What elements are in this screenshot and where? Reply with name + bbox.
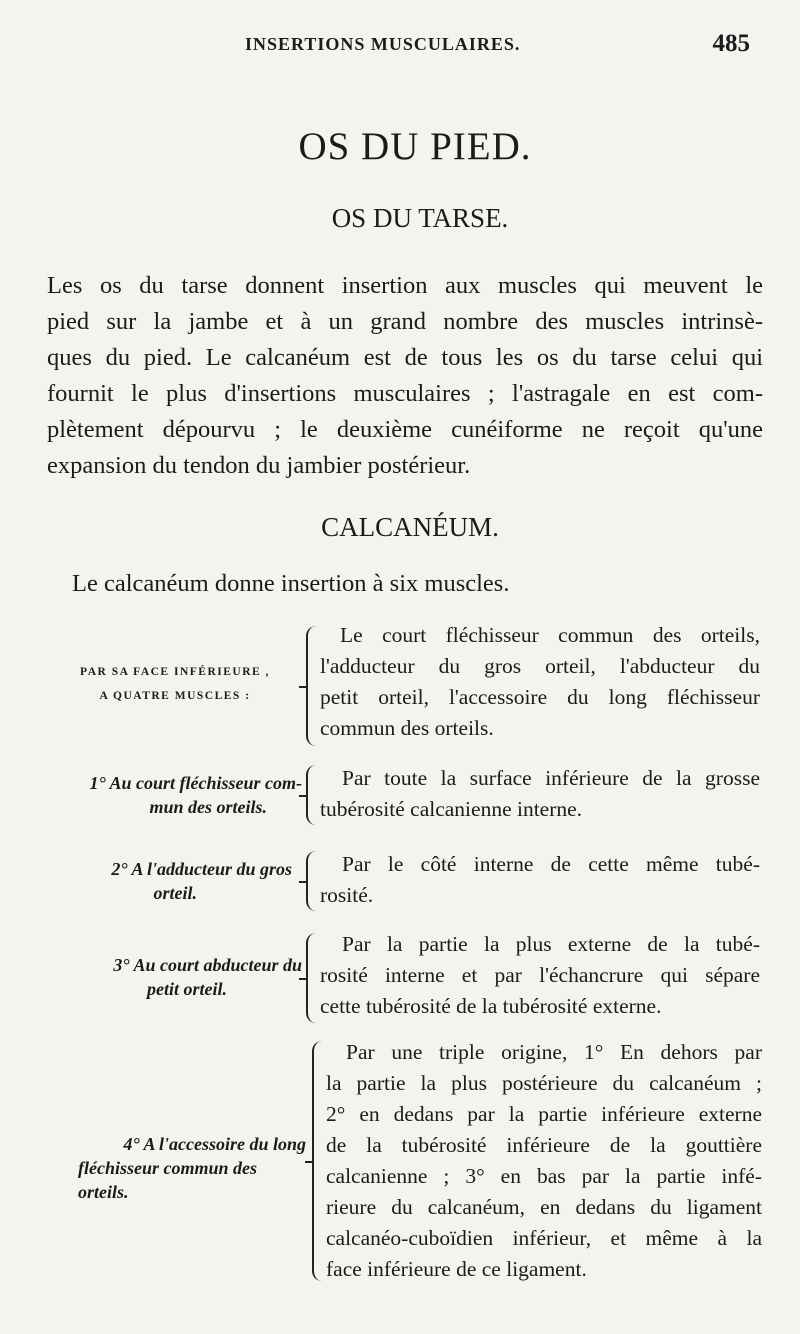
entry-label-line: orteil. [153,883,197,903]
entry-desc-line: Par la partie la plus externe de la tubé- [342,932,760,956]
entry-label-line: petit orteil. [147,979,227,999]
entry-label-line: 1° Au court fléchisseur com- [89,773,302,793]
entry-desc-line: Par une triple origine, 1° En dehors par [346,1040,762,1064]
entry-label-line: 4° A l'accessoire du long [123,1134,306,1154]
intro-line: ques du pied. Le calcanéum est de tous les os du tarse celui qui [47,344,763,371]
entry-description [320,620,760,744]
entry-label-line: mun des orteils. [149,797,267,817]
lead-sentence: Le calcanéum donne insertion à six muscles. [72,570,510,597]
entry-desc-line: Le court fléchisseur commun des orteils, [340,623,760,647]
entry-description [320,763,760,825]
entry-desc-line: calcanienne ; 3° en bas par la partie infé- [326,1164,762,1188]
entry-desc-line: la partie la plus postérieure du calcanéum ; [326,1071,762,1095]
entry-label [40,1132,306,1204]
entry-desc-line: rosité. [320,883,374,907]
entry-desc-line: l'adducteur du gros orteil, l'abducteur du [320,654,760,678]
entry-description [320,929,760,1022]
entry-desc-line: rosité interne et par l'échancrure qui sépare [320,963,760,987]
entry-desc-line: rieure du calcanéum, en dedans du ligament [326,1195,762,1219]
entry-label-line: 2° A l'adducteur du gros [111,859,292,879]
page-number: 485 [712,30,750,57]
subchapter-heading: OS DU TARSE. [331,203,509,233]
chapter-heading: OS DU PIED. [298,125,532,168]
intro-line: fournit le plus d'insertions musculaires ; l'astragale en est com- [47,380,763,407]
entry-desc-line: Par le côté interne de cette même tubé- [342,852,760,876]
entry-desc-line: commun des orteils. [320,716,494,740]
entry-desc-line: cette tubérosité de la tubérosité externe. [320,994,662,1018]
intro-line: expansion du tendon du jambier postérieur. [47,452,471,479]
entry-desc-line: 2° en dedans par la partie inférieure externe [326,1102,762,1126]
entry-description [326,1037,762,1285]
entry-desc-line: calcanéo-cuboïdien inférieur, et même à la [326,1226,762,1250]
entry-label [40,857,292,905]
entry-desc-line: Par toute la surface inférieure de la grosse [342,766,760,790]
intro-line: Les os du tarse donnent insertion aux muscles qui meuvent le [47,272,763,299]
entry-label-line: A QUATRE MUSCLES : [99,690,251,702]
entry-label-line: orteils. [78,1182,129,1202]
entry-label-line: 3° Au court abducteur du [113,955,302,975]
running-title: INSERTIONS MUSCULAIRES. [245,34,521,54]
entry-description [320,849,760,911]
entry-desc-line: de la tubérosité inférieure de la gouttière [326,1133,762,1157]
intro-line: pied sur la jambe et à un grand nombre des muscles intrinsè- [47,308,763,335]
entry-desc-line: petit orteil, l'accessoire du long fléchisseur [320,685,760,709]
entry-desc-line: tubérosité calcanienne interne. [320,797,583,821]
entry-label [40,953,302,1001]
entry-desc-line: face inférieure de ce ligament. [326,1257,587,1281]
intro-paragraph [47,268,763,484]
entry-label [50,660,300,708]
entry-label-line: fléchisseur commun des [78,1158,258,1178]
running-head [0,30,800,64]
intro-line: plètement dépourvu ; le deuxième cunéiforme ne reçoit qu'une [47,416,763,443]
entry-label-line: PAR SA FACE INFÉRIEURE , [80,666,270,678]
section-heading: CALCANÉUM. [321,512,499,542]
entry-label [40,771,302,819]
